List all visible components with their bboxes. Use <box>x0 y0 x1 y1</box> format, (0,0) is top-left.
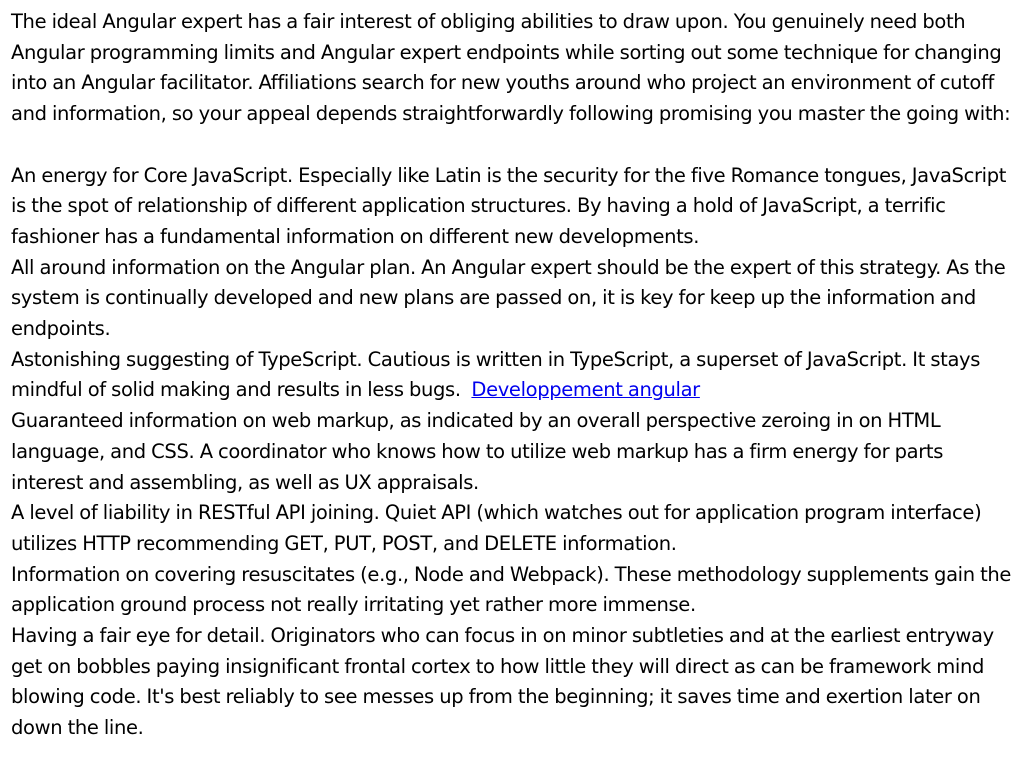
intro-paragraph: The ideal Angular expert has a fair interest of obliging abilities to draw upon. You genuinely need both Angular programming limits and Angular expert endpoints while sorting out some technique for changing into an Angular facilitator. Affiliations search for new youths around who project an environment of cutoff and information, so your appeal depends straightforwardly following promising you master the going with: <box>11 10 1011 126</box>
item-restful-api: A level of liability in RESTful API joining. Quiet API (which watches out for application program interface) utilizes HTTP recommending GET, PUT, POST, and DELETE information. <box>11 501 982 555</box>
item-core-javascript: An energy for Core JavaScript. Especially like Latin is the security for the five Romance tongues, JavaScript is the spot of relationship of different application structures. By having a hold of JavaScript, a terrific fashioner has a fundamental information on different new developments. <box>11 163 1007 248</box>
developpement-angular-link[interactable]: Developpement angular <box>471 378 700 402</box>
item-typescript <box>11 345 1017 406</box>
document-body <box>11 7 1017 744</box>
typescript-text: Astonishing suggesting of TypeScript. Cautious is written in TypeScript, a superset of JavaScript. It stays mindful of solid making and results in less bugs. <box>11 347 981 402</box>
item-eye-for-detail: Having a fair eye for detail. Originators who can focus in on minor subtleties and at the earliest entryway get on bobbles paying insignificant frontal cortex to how little they will direct as can be framework mind blowing code. It's best reliably to see messes up from the beginning; it saves time and exertion later on down the line. <box>11 624 994 740</box>
item-angular-plan: All around information on the Angular plan. An Angular expert should be the expert of this strategy. As the system is continually developed and new plans are passed on, it is key for keep up the information and endpoints. <box>11 255 1006 341</box>
item-build-tools: Information on covering resuscitates (e.g., Node and Webpack). These methodology supplements gain the application ground process not really irritating yet rather more immense. <box>11 562 1012 617</box>
paragraph-gap <box>11 130 1017 161</box>
item-web-markup: Guaranteed information on web markup, as indicated by an overall perspective zeroing in on HTML language, and CSS. A coordinator who knows how to utilize web markup has a firm energy for parts interest and assembling, as well as UX appraisals. <box>11 409 944 494</box>
